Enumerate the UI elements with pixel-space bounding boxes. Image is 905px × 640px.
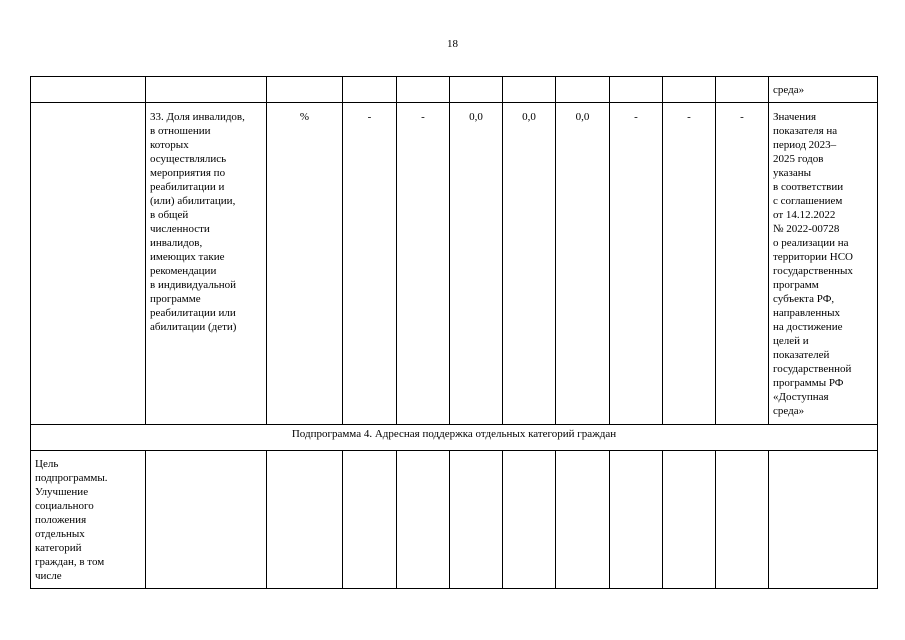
table-cell — [343, 77, 397, 103]
table-cell — [503, 77, 556, 103]
value-cell: - — [397, 103, 450, 425]
unit-cell: % — [267, 103, 343, 425]
table-cell — [31, 77, 146, 103]
table-cell — [267, 451, 343, 589]
table-row-continued — [31, 77, 878, 103]
table-cell — [716, 451, 769, 589]
table-cell — [503, 451, 556, 589]
value-cell: 0,0 — [556, 103, 610, 425]
table-cell — [146, 451, 267, 589]
table-cell — [663, 77, 716, 103]
value-cell: - — [663, 103, 716, 425]
table-cell — [769, 451, 878, 589]
indicator-name-cell: 33. Доля инвалидов, в отношении которых осуществлялись мероприятия по реабилитации и (или) абилитации, в общей численности инвалидов, имеющих такие рекомендации в индивидуальной программе реабилитации или абилитации (дети) — [146, 103, 267, 425]
table-cell — [146, 77, 267, 103]
table-row-subprogram — [31, 425, 878, 451]
note-cell: среда» — [769, 77, 878, 103]
table-row-goal — [31, 451, 878, 589]
value-cell: 0,0 — [503, 103, 556, 425]
goal-cell: Цель подпрограммы. Улучшение социального положения отдельных категорий граждан, в том числе — [31, 451, 146, 589]
table-cell — [610, 451, 663, 589]
table-cell — [556, 451, 610, 589]
value-cell: - — [343, 103, 397, 425]
table-cell — [31, 103, 146, 425]
table-cell — [397, 77, 450, 103]
note-cell: Значения показателя на период 2023– 2025 годов указаны в соответствии с соглашением от 14.12.2022 № 2022-00728 о реализации на территории НСО государственных программ субъекта РФ, направленных на достижение целей и показателей государственной программы РФ «Доступная среда» — [769, 103, 878, 425]
value-cell: 0,0 — [450, 103, 503, 425]
indicators-table — [30, 76, 878, 589]
value-cell: - — [716, 103, 769, 425]
table-cell — [556, 77, 610, 103]
table-cell — [450, 451, 503, 589]
table-row-indicator-33 — [31, 103, 878, 425]
table-cell — [716, 77, 769, 103]
value-cell: - — [610, 103, 663, 425]
table-cell — [267, 77, 343, 103]
table-cell — [450, 77, 503, 103]
page-number: 18 — [447, 38, 458, 50]
table-cell — [343, 451, 397, 589]
subprogram-header: Подпрограмма 4. Адресная поддержка отдельных категорий граждан — [31, 425, 878, 451]
table-cell — [397, 451, 450, 589]
table-cell — [610, 77, 663, 103]
table-cell — [663, 451, 716, 589]
